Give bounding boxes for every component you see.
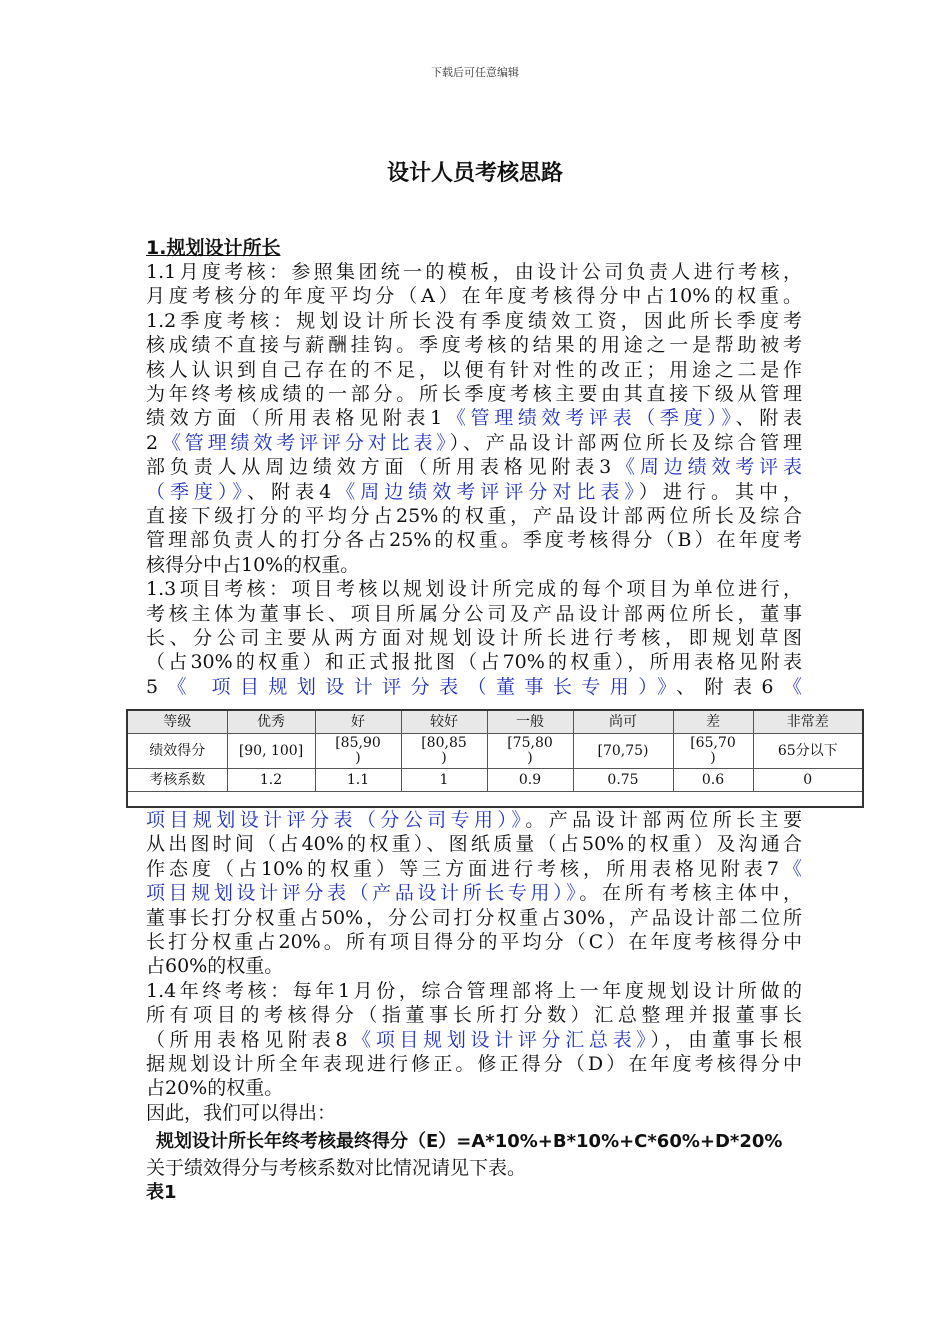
text-line bbox=[146, 1076, 283, 1100]
text-segment: 为年终考核成绩的一部分。所长季度考核主要由其直接下级从管理 bbox=[146, 383, 802, 405]
text-line bbox=[146, 1003, 802, 1027]
text-line bbox=[146, 260, 802, 284]
form-reference-link: 项目规划设计评分表（产品设计所长专用）》 bbox=[146, 882, 580, 905]
text-segment: 、附表6 bbox=[676, 675, 774, 698]
table-cell: 0.6 bbox=[673, 769, 753, 792]
form-reference-link: 《周边绩效考评评分对比表》 bbox=[331, 480, 639, 503]
text-line bbox=[146, 431, 802, 455]
text-line bbox=[146, 406, 802, 430]
text-segment: 核得分中占10%的权重。 bbox=[146, 553, 360, 576]
table-cell: [70,75) bbox=[573, 734, 673, 769]
form-reference-link: 《 bbox=[158, 675, 196, 698]
text-segment: 因此，我们可以得出： bbox=[146, 1101, 337, 1124]
text-line bbox=[146, 480, 802, 504]
text-line bbox=[146, 650, 802, 674]
form-reference-link: 项目规划设计评分表（分公司专用）》 bbox=[146, 809, 526, 831]
table-cell: [90, 100] bbox=[227, 734, 315, 769]
text-line bbox=[146, 979, 802, 1003]
text-segment: 作态度（占10%的权重）等三方面进行考核，所用表格见附表7 bbox=[146, 857, 779, 880]
table-row bbox=[127, 710, 863, 734]
text-line bbox=[146, 857, 802, 881]
text-segment: 。产品设计部两位所长主要 bbox=[525, 809, 802, 831]
text-segment: （所用表格见附表8 bbox=[146, 1028, 348, 1051]
table-cell: [75,80 ) bbox=[487, 734, 573, 769]
text-line bbox=[146, 832, 802, 856]
text-segment: 、附表 bbox=[735, 407, 802, 430]
table-row bbox=[127, 734, 863, 769]
text-segment: 核人认识到自己存在的不足，以便有针对性的改正；用途之二是作 bbox=[146, 358, 802, 381]
form-reference-link: 《项目规划设计评分汇总表》 bbox=[347, 1028, 651, 1051]
text-line bbox=[146, 284, 802, 308]
table-spacer-cell bbox=[127, 792, 863, 808]
text-line bbox=[146, 954, 283, 978]
form-reference-link: 项目规划设计评分表（董事长专用）》 bbox=[211, 675, 677, 698]
table-label: 表1 bbox=[146, 1182, 177, 1203]
table-cell: [65,70 ) bbox=[673, 734, 753, 769]
text-segment: 1.1月度考核：参照集团统一的模板，由设计公司负责人进行考核， bbox=[146, 261, 802, 283]
text-line bbox=[146, 1052, 802, 1076]
table-cell: [85,90 ) bbox=[315, 734, 401, 769]
text-line bbox=[146, 309, 802, 333]
text-segment: 部负责人从周边绩效方面（所用表格见附表3 bbox=[146, 456, 612, 479]
final-score-formula: 规划设计所长年终考核最终得分（E）=A*10%+B*10%+C*60%+D*20% bbox=[156, 1131, 783, 1152]
form-reference-link: 《管理绩效考评表（季度）》 bbox=[442, 407, 736, 430]
table-cell: 0.75 bbox=[573, 769, 673, 792]
table-row bbox=[127, 769, 863, 792]
text-segment: 2 bbox=[146, 431, 159, 454]
text-line bbox=[146, 626, 802, 650]
form-reference-link: 《 bbox=[773, 675, 802, 698]
text-line bbox=[146, 333, 802, 357]
text-segment: ）进行。其中， bbox=[638, 480, 802, 503]
table-note: 关于绩效得分与考核系数对比情况请见下表。 bbox=[146, 1157, 527, 1179]
table-spacer-row bbox=[127, 792, 863, 808]
text-segment: （占30%的权重）和正式报批图（占70%的权重），所用表格见附表 bbox=[146, 651, 802, 674]
text-line bbox=[146, 1101, 336, 1125]
table-cell: [80,85 ) bbox=[401, 734, 487, 769]
text-line bbox=[146, 553, 359, 577]
text-line bbox=[146, 528, 802, 552]
form-reference-link: 《管理绩效考评评分对比表》 bbox=[158, 431, 450, 454]
table-cell: 差 bbox=[673, 710, 753, 734]
table-cell: 等级 bbox=[127, 710, 227, 734]
table-cell: 一般 bbox=[487, 710, 573, 734]
text-line bbox=[146, 504, 802, 528]
table-cell: 1 bbox=[401, 769, 487, 792]
text-line bbox=[146, 382, 802, 406]
page-header: 下载后可任意编辑 bbox=[431, 66, 519, 79]
text-segment: 从出图时间（占40%的权重）、图纸质量（占50%的权重）及沟通合 bbox=[146, 833, 802, 856]
text-segment: ），由董事长根 bbox=[650, 1028, 802, 1051]
table-cell: 0.9 bbox=[487, 769, 573, 792]
table-cell: 0 bbox=[753, 769, 863, 792]
text-segment: 1.2季度考核：规划设计所长没有季度绩效工资，因此所长季度考 bbox=[146, 309, 802, 332]
text-segment: 1.3项目考核：项目考核以规划设计所完成的每个项目为单位进行， bbox=[146, 578, 802, 601]
table-cell: 非常差 bbox=[753, 710, 863, 734]
text-segment: 核成绩不直接与薪酬挂钩。季度考核的结果的用途之一是帮助被考 bbox=[146, 334, 802, 357]
text-segment: 直接下级打分的平均分占25%的权重，产品设计部两位所长及综合 bbox=[146, 505, 802, 527]
table-cell: 65分以下 bbox=[753, 734, 863, 769]
text-segment bbox=[196, 676, 212, 698]
text-segment: ）、产品设计部两位所长及综合管理 bbox=[449, 431, 802, 454]
text-line bbox=[146, 906, 802, 930]
section-heading: 1.规划设计所长 bbox=[146, 237, 281, 259]
document-title: 设计人员考核思路 bbox=[386, 161, 563, 186]
text-line bbox=[146, 358, 802, 382]
table-cell: 1.1 bbox=[315, 769, 401, 792]
grade-coefficient-table bbox=[126, 709, 864, 808]
table-cell: 考核系数 bbox=[127, 769, 227, 792]
text-segment: 绩效方面（所用表格见附表1 bbox=[146, 407, 443, 430]
table-cell: 绩效得分 bbox=[127, 734, 227, 769]
text-line bbox=[146, 808, 802, 832]
text-segment: 5 bbox=[146, 675, 159, 698]
text-line bbox=[146, 881, 802, 905]
text-segment: 、附表4 bbox=[247, 480, 332, 503]
text-segment: 管理部负责人的打分各占25%的权重。季度考核得分（B）在年度考 bbox=[146, 529, 802, 552]
text-segment: 所有项目的考核得分（指董事长所打分数）汇总整理并报董事长 bbox=[146, 1004, 802, 1027]
table-cell: 优秀 bbox=[227, 710, 315, 734]
text-segment: 长打分权重占20%。所有项目得分的平均分（C）在年度考核得分中 bbox=[146, 931, 802, 953]
text-segment: 占20%的权重。 bbox=[146, 1077, 284, 1100]
text-segment: 占60%的权重。 bbox=[146, 955, 284, 978]
text-segment: 董事长打分权重占50%，分公司打分权重占30%，产品设计部二位所 bbox=[146, 906, 802, 929]
text-line bbox=[146, 675, 802, 699]
table-cell: 1.2 bbox=[227, 769, 315, 792]
text-segment: 1.4年终考核：每年1月份，综合管理部将上一年度规划设计所做的 bbox=[146, 979, 802, 1002]
form-reference-link: （季度）》 bbox=[146, 480, 248, 503]
text-line bbox=[146, 455, 802, 479]
text-segment: 长、分公司主要从两方面对规划设计所长进行考核，即规划草图 bbox=[146, 627, 802, 649]
text-line bbox=[146, 1028, 802, 1052]
text-line bbox=[146, 930, 802, 954]
table-cell: 较好 bbox=[401, 710, 487, 734]
form-reference-link: 《周边绩效考评表 bbox=[611, 456, 802, 479]
text-segment: 月度考核分的年度平均分（A）在年度考核得分中占10%的权重。 bbox=[146, 285, 802, 308]
text-segment: 据规划设计所全年表现进行修正。修正得分（D）在年度考核得分中 bbox=[146, 1053, 802, 1075]
text-segment: 。在所有考核主体中， bbox=[579, 882, 802, 905]
text-line bbox=[146, 577, 802, 601]
table-cell: 好 bbox=[315, 710, 401, 734]
text-segment: 考核主体为董事长、项目所属分公司及产品设计部两位所长，董事 bbox=[146, 602, 802, 625]
form-reference-link: 《 bbox=[779, 857, 802, 880]
table-cell: 尚可 bbox=[573, 710, 673, 734]
text-line bbox=[146, 602, 802, 626]
